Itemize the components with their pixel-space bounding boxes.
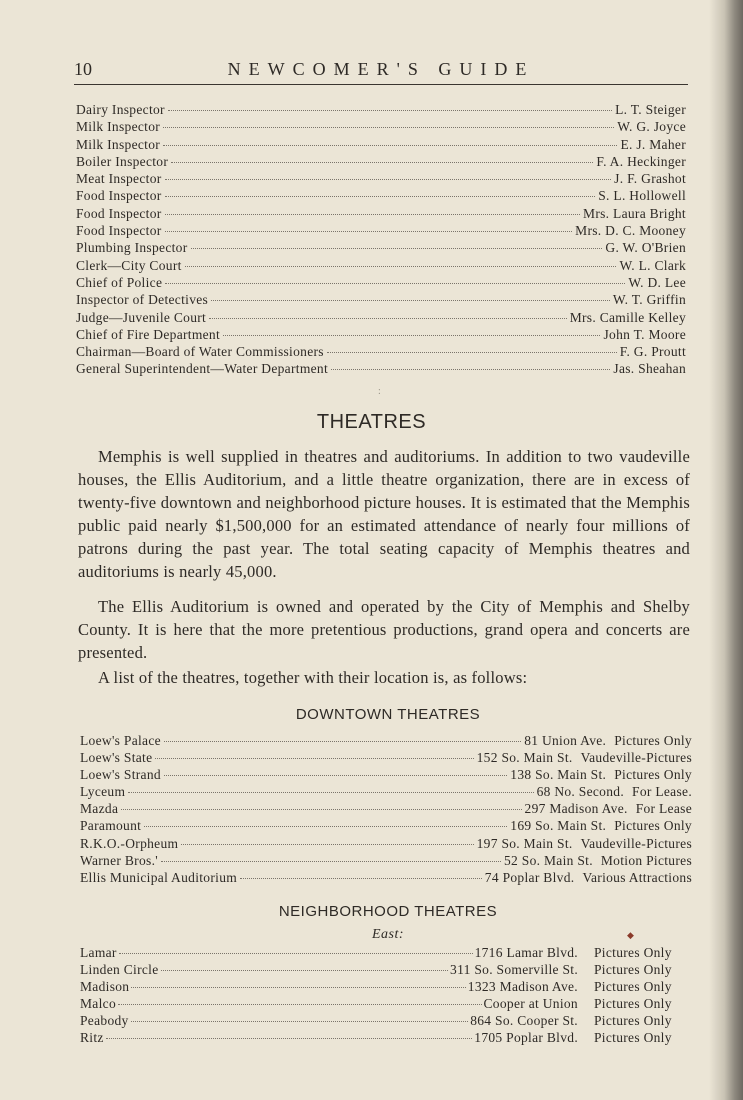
neighborhood-heading: NEIGHBORHOOD THEATRES: [278, 903, 498, 920]
theatre-type: Vaudeville-Pictures: [580, 835, 692, 851]
center-mark: :: [378, 386, 381, 397]
dot-leader: [106, 1038, 473, 1039]
official-title: Inspector of Detectives: [76, 292, 209, 308]
official-row: [76, 257, 686, 274]
official-name: G. W. O'Brien: [605, 240, 686, 256]
official-title: Boiler Inspector: [76, 153, 169, 169]
official-row: [76, 309, 686, 326]
official-row: [76, 360, 686, 377]
official-name: W. G. Joyce: [617, 119, 686, 135]
official-name: W. T. Griffin: [612, 292, 686, 308]
dot-leader: [331, 369, 610, 370]
dot-leader: [155, 758, 473, 759]
theatre-address: 311 So. Somerville St.: [450, 962, 578, 977]
neighborhood-theatres-list: [80, 944, 692, 1046]
paragraph: A list of the theatres, together with their location is, as follows:: [98, 668, 528, 687]
official-title: Judge—Juvenile Court: [76, 309, 207, 325]
official-title: Chief of Fire Department: [76, 326, 221, 342]
dot-leader: [191, 248, 603, 249]
dot-leader: [161, 970, 449, 971]
theatre-row: [80, 1012, 692, 1029]
official-title: Food Inspector: [76, 188, 162, 204]
dot-leader: [119, 953, 473, 954]
official-row: [76, 239, 686, 256]
dot-leader: [223, 335, 600, 336]
theatre-row: [80, 783, 692, 800]
dot-leader: [165, 214, 580, 215]
theatre-name: Lyceum: [80, 784, 126, 800]
dot-leader: [211, 300, 610, 301]
official-title: Chairman—Board of Water Commissioners: [76, 344, 324, 360]
theatre-address: 864 So. Cooper St.: [470, 1013, 578, 1028]
dot-leader: [165, 283, 625, 284]
dot-leader: [118, 1004, 482, 1005]
east-subheading: East:: [371, 927, 405, 942]
official-title: Meat Inspector: [76, 171, 162, 187]
dot-leader: [164, 741, 521, 742]
dot-leader: [185, 266, 617, 267]
official-name: F. G. Proutt: [619, 344, 686, 360]
theatre-address: 68 No. Second.: [536, 784, 625, 800]
theatre-address: 52 So. Main St.: [503, 852, 593, 868]
official-row: [76, 205, 686, 222]
official-name: E. J. Maher: [620, 136, 686, 152]
dot-leader: [171, 162, 593, 163]
official-name: F. A. Heckinger: [596, 153, 686, 169]
theatre-type: Pictures Only: [614, 818, 692, 834]
dot-leader: [327, 352, 617, 353]
dot-leader: [163, 145, 617, 146]
official-title: Clerk—City Court: [76, 257, 182, 273]
dot-leader: [168, 110, 612, 111]
theatre-type: Pictures Only: [594, 996, 672, 1011]
theatre-address: 74 Poplar Blvd.: [484, 869, 575, 885]
theatre-name: R.K.O.-Orpheum: [80, 835, 179, 851]
official-row: [76, 274, 686, 291]
dot-leader: [161, 861, 501, 862]
theatre-type: Pictures Only: [614, 733, 692, 748]
theatre-address: 169 So. Main St.: [510, 818, 607, 834]
official-row: [76, 222, 686, 239]
dot-leader: [163, 127, 614, 128]
official-name: W. D. Lee: [628, 274, 686, 290]
theatre-address: 1323 Madison Ave.: [467, 979, 578, 994]
official-row: [76, 326, 686, 343]
theatre-name: Warner Bros.': [80, 852, 158, 868]
official-name: W. L. Clark: [619, 257, 686, 273]
official-row: [76, 118, 686, 135]
theatres-heading: THEATRES: [316, 411, 427, 433]
dot-leader: [165, 231, 573, 232]
dot-leader: [131, 1021, 469, 1022]
theatres-ellis-paragraph: [78, 595, 690, 664]
theatre-address: 297 Madison Ave.: [524, 801, 628, 817]
theatre-address: 138 So. Main St.: [510, 767, 607, 783]
theatre-type: Pictures Only: [594, 962, 672, 977]
theatre-address: Cooper at Union: [483, 996, 578, 1011]
theatres-intro: [78, 445, 690, 583]
theatre-row: [80, 852, 692, 869]
official-title: Food Inspector: [76, 223, 162, 239]
theatre-row: [80, 817, 692, 834]
theatre-name: Ritz: [80, 1030, 104, 1045]
running-title: NEWCOMER'S GUIDE: [227, 59, 535, 79]
official-row: [76, 101, 686, 118]
theatre-type: Motion Pictures: [600, 852, 692, 868]
theatre-name: Linden Circle: [80, 962, 159, 977]
page-header: [74, 58, 688, 85]
dot-leader: [165, 196, 596, 197]
officials-list: [76, 101, 686, 378]
official-row: [76, 136, 686, 153]
theatre-type: Pictures Only: [594, 1013, 672, 1028]
dot-leader: [181, 844, 473, 845]
theatre-row: [80, 732, 692, 749]
dot-leader: [121, 809, 521, 810]
official-title: Milk Inspector: [76, 119, 161, 135]
official-name: J. F. Grashot: [614, 171, 686, 187]
theatre-address: 152 So. Main St.: [476, 750, 573, 766]
theatre-name: Loew's State: [80, 750, 153, 766]
theatre-row: [80, 835, 692, 852]
official-name: Mrs. Laura Bright: [583, 205, 686, 221]
official-name: John T. Moore: [603, 326, 686, 342]
paragraph: Memphis is well supplied in theatres and auditoriums. In addition to two vaudeville houses, the Ellis Auditorium, and a little theatre organization, there are in excess of twenty-five downtown and neighborhood picture houses. It is estimated that the Memphis public paid nearly $1,500,000 for an estimated attendance of nearly four millions of patrons during the past year. The total seating capacity of Memphis theatres and auditoriums is nearly 45,000.: [78, 447, 690, 581]
dot-leader: [128, 792, 533, 793]
official-row: [76, 170, 686, 187]
theatre-type: Pictures Only: [594, 945, 672, 960]
theatre-name: Loew's Strand: [80, 767, 161, 783]
official-name: Mrs. Camille Kelley: [569, 309, 686, 325]
theatre-row: [80, 995, 692, 1012]
theatre-row: [80, 1029, 692, 1046]
official-row: [76, 291, 686, 308]
dot-leader: [164, 775, 507, 776]
official-name: Mrs. D. C. Mooney: [575, 223, 686, 239]
theatre-row: [80, 944, 692, 961]
paragraph: The Ellis Auditorium is owned and operated by the City of Memphis and Shelby County. It is here that the more pretentious productions, grand opera and concerts are presented.: [78, 597, 690, 662]
theatre-type: For Lease.: [632, 784, 692, 800]
official-title: General Superintendent—Water Department: [76, 361, 329, 377]
theatre-type: Vaudeville-Pictures: [580, 750, 692, 766]
theatre-name: Mazda: [80, 801, 119, 817]
theatre-type: Various Attractions: [582, 869, 692, 885]
official-name: S. L. Hollowell: [598, 188, 686, 204]
theatre-name: Paramount: [80, 818, 142, 834]
theatre-type: Pictures Only: [614, 767, 692, 783]
downtown-heading: DOWNTOWN THEATRES: [295, 706, 481, 723]
official-row: [76, 153, 686, 170]
theatre-address: 1716 Lamar Blvd.: [474, 945, 578, 960]
official-title: Dairy Inspector: [76, 102, 165, 117]
theatre-row: [80, 961, 692, 978]
theatre-name: Peabody: [80, 1013, 129, 1028]
theatre-address: 1705 Poplar Blvd.: [474, 1030, 578, 1045]
theatre-type: For Lease: [635, 801, 692, 817]
page-number: 10: [74, 59, 92, 79]
official-title: Chief of Police: [76, 274, 163, 290]
theatres-list-intro: [78, 666, 690, 689]
dot-leader: [209, 318, 567, 319]
dot-leader: [165, 179, 612, 180]
theatre-row: [80, 869, 692, 886]
theatre-address: 197 So. Main St.: [476, 835, 573, 851]
theatre-type: Pictures Only: [594, 1030, 672, 1045]
dot-leader: [240, 878, 482, 879]
official-name: L. T. Steiger: [615, 102, 686, 117]
theatre-type: Pictures Only: [594, 979, 672, 994]
official-title: Plumbing Inspector: [76, 240, 188, 256]
theatre-address: 81 Union Ave.: [524, 733, 607, 748]
official-row: [76, 343, 686, 360]
official-row: [76, 187, 686, 204]
official-title: Milk Inspector: [76, 136, 161, 152]
official-name: Jas. Sheahan: [613, 361, 686, 377]
theatre-name: Lamar: [80, 945, 117, 960]
theatre-name: Malco: [80, 996, 116, 1011]
theatre-row: [80, 978, 692, 995]
official-title: Food Inspector: [76, 205, 162, 221]
theatre-row: [80, 749, 692, 766]
theatre-row: [80, 766, 692, 783]
dot-leader: [144, 826, 507, 827]
ink-speck: ◆: [627, 930, 634, 940]
downtown-theatres-list: [80, 732, 692, 886]
theatre-name: Madison: [80, 979, 130, 994]
theatre-name: Ellis Municipal Auditorium: [80, 869, 238, 885]
dot-leader: [131, 987, 465, 988]
theatre-name: Loew's Palace: [80, 733, 161, 748]
theatre-row: [80, 800, 692, 817]
